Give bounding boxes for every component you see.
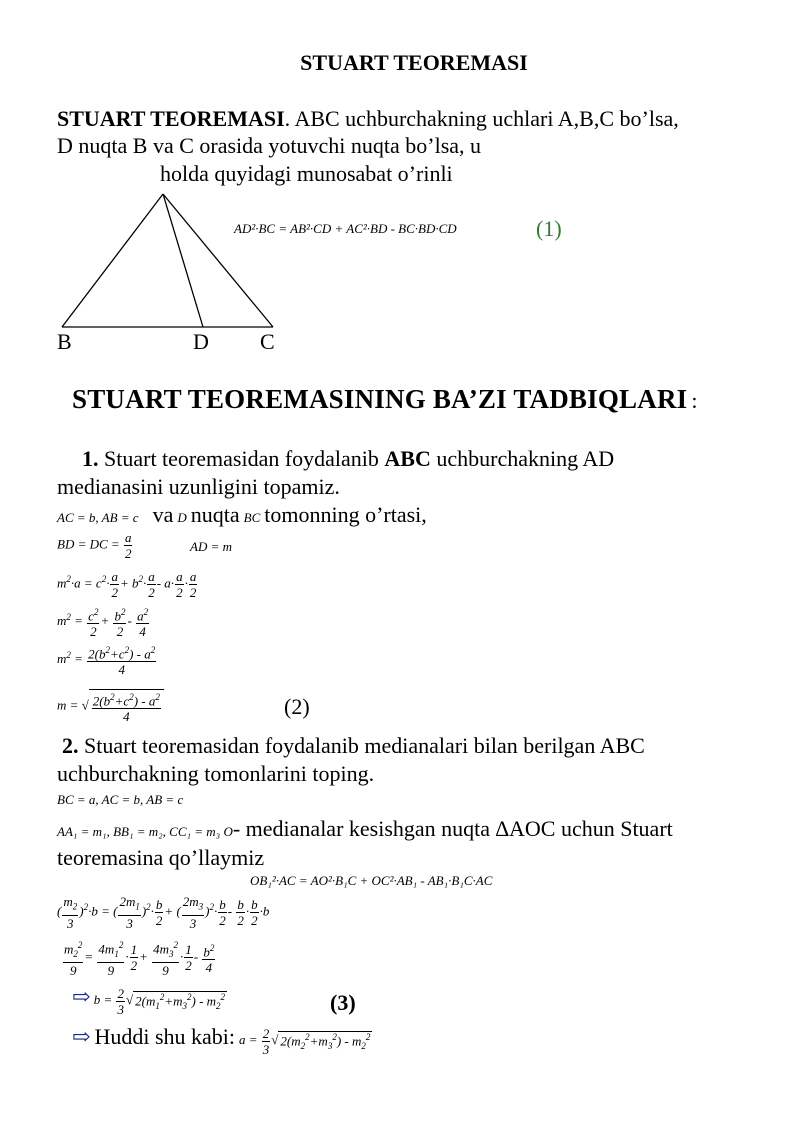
part2-number: 2. <box>62 733 79 758</box>
section-colon: : <box>691 388 698 413</box>
median-eq-4: m = √ $\frac{2(b^2+c^2) - a^2}{4}$ <box>57 689 164 724</box>
part1-given-bc: BC <box>243 510 261 525</box>
side-eq-1: ( $\frac{m_2}{3}$ )$^2$·b = ( $\frac{2m_1}{3}$ )$^2$· $\frac{b}{2}$ + ( $\frac{2m_3}{3}$ )$^2$· $\frac{b}{2}$ - $\frac{b}{2}$ · $\frac{b}{2}$ ·b <box>57 894 270 931</box>
part2-given-text: - medianalar kesishgan nuqta ∆AOC uchun Stuart <box>232 816 673 841</box>
theorem-line-3: holda quyidagi munosabat o’rinli <box>160 161 453 186</box>
right-arrow-icon: ⇨ <box>72 1024 91 1049</box>
part2-line-1 <box>62 733 645 759</box>
median-eq-2: $m^2$ = $\frac{c^2}{2}$ + $\frac{b^2}{2}$ - $\frac{a^2}{4}$ <box>57 607 149 640</box>
ad-m-equation: AD = m <box>190 539 232 554</box>
formula-number-3: (3) <box>330 990 356 1015</box>
part2-given-medians: AA₁ = m₁, BB₁ = m₂, CC₁ = m₃ O <box>57 824 233 839</box>
part1-given-d: D <box>177 510 187 525</box>
bd-dc-equation: BD = DC = $\frac{a}{2}$ <box>57 530 132 561</box>
side-eq-b-result: ⇨ b = $\frac{2}{3}$ √ $2(m_1^2+m_3^2) - m_2^2$ <box>72 984 226 1017</box>
median-eq-1: $m^2\cdot a = c^2\cdot$ $\frac{a}{2}$ + $b^2\cdot$ $\frac{a}{2}$ - a· $\frac{a}{2}$ · $\frac{a}{2}$ <box>57 569 197 600</box>
stuart-formula: AD²·BC = AB²·CD + AC²·BD - BC·BD·CD <box>234 221 457 236</box>
right-arrow-icon: ⇨ <box>72 984 91 1009</box>
similar-text: Huddi shu kabi: <box>94 1024 235 1049</box>
triangle-figure <box>55 188 285 333</box>
part2-text: Stuart teoremasidan foydalanib medianalari bilan berilgan ABC <box>78 733 645 758</box>
part1-number: 1. <box>82 446 99 471</box>
part1-line-2: medianasini uzunligini topamiz. <box>57 474 340 499</box>
part1-line-1 <box>82 446 614 472</box>
side-ac <box>163 194 273 327</box>
vertex-label-d: D <box>193 329 209 354</box>
part1-text-b: uchburchakning AD <box>430 446 615 471</box>
part2-line-4: teoremasina qo’llaymiz <box>57 845 265 870</box>
vertex-label-b: B <box>57 329 72 354</box>
part2-given-sides: BC = a, AC = b, AB = c <box>57 792 184 807</box>
part1-abc: ABC <box>384 446 431 471</box>
theorem-line-2: D nuqta B va C orasida yotuvchi nuqta bo’lsa, u <box>57 133 482 158</box>
part2-given-medians-row <box>57 816 673 842</box>
section-title: STUART TEOREMASINING BA’ZI TADBIQLARI <box>72 384 688 414</box>
part1-given-text-1: va <box>152 502 174 527</box>
part1-given-text-2: nuqta <box>190 502 240 527</box>
section-title-row <box>72 384 697 415</box>
side-eq-a-result: ⇨ Huddi shu kabi: a = $\frac{2}{3}$ √ $2(m_2^2+m_3^2) - m_2^2$ <box>72 1024 371 1057</box>
vertex-label-c: C <box>260 329 275 354</box>
part1-given-text-3: tomonning o’rtasi, <box>264 502 427 527</box>
theorem-statement: . ABC uchburchakning uchlari A,B,C bo’lsa, <box>284 106 679 131</box>
part1-given-row <box>57 502 427 528</box>
bd-dc-lhs: BD = DC = <box>57 536 120 552</box>
theorem-line-1 <box>57 106 679 132</box>
formula-number-2: (2) <box>284 694 310 719</box>
formula-number-1: (1) <box>536 216 562 241</box>
side-eq-2: $\frac{m_2^2}{9}$ = $\frac{4m_1^2}{9}$ · $\frac{1}{2}$ + $\frac{4m_3^2}{9}$ · $\frac{1}{2}$ - $\frac{b^2}{4}$ <box>64 940 215 978</box>
stuart-aoc-equation: OB₁²·AC = AO²·B₁C + OC²·AB₁ - AB₁·B₁C·AC <box>250 873 493 888</box>
part1-text-a: Stuart teoremasidan foydalanib <box>98 446 385 471</box>
page-title: STUART TEOREMASI <box>300 50 528 75</box>
part2-line-2: uchburchakning tomonlarini toping. <box>57 761 375 786</box>
cevian-ad <box>163 194 203 327</box>
median-eq-3: $m^2$ = $\frac{2(b^2+c^2) - a^2}{4}$ <box>57 645 156 678</box>
side-ab <box>62 194 163 327</box>
part1-given: AC = b, AB = c <box>57 510 139 525</box>
theorem-label: STUART TEOREMASI <box>57 106 285 131</box>
